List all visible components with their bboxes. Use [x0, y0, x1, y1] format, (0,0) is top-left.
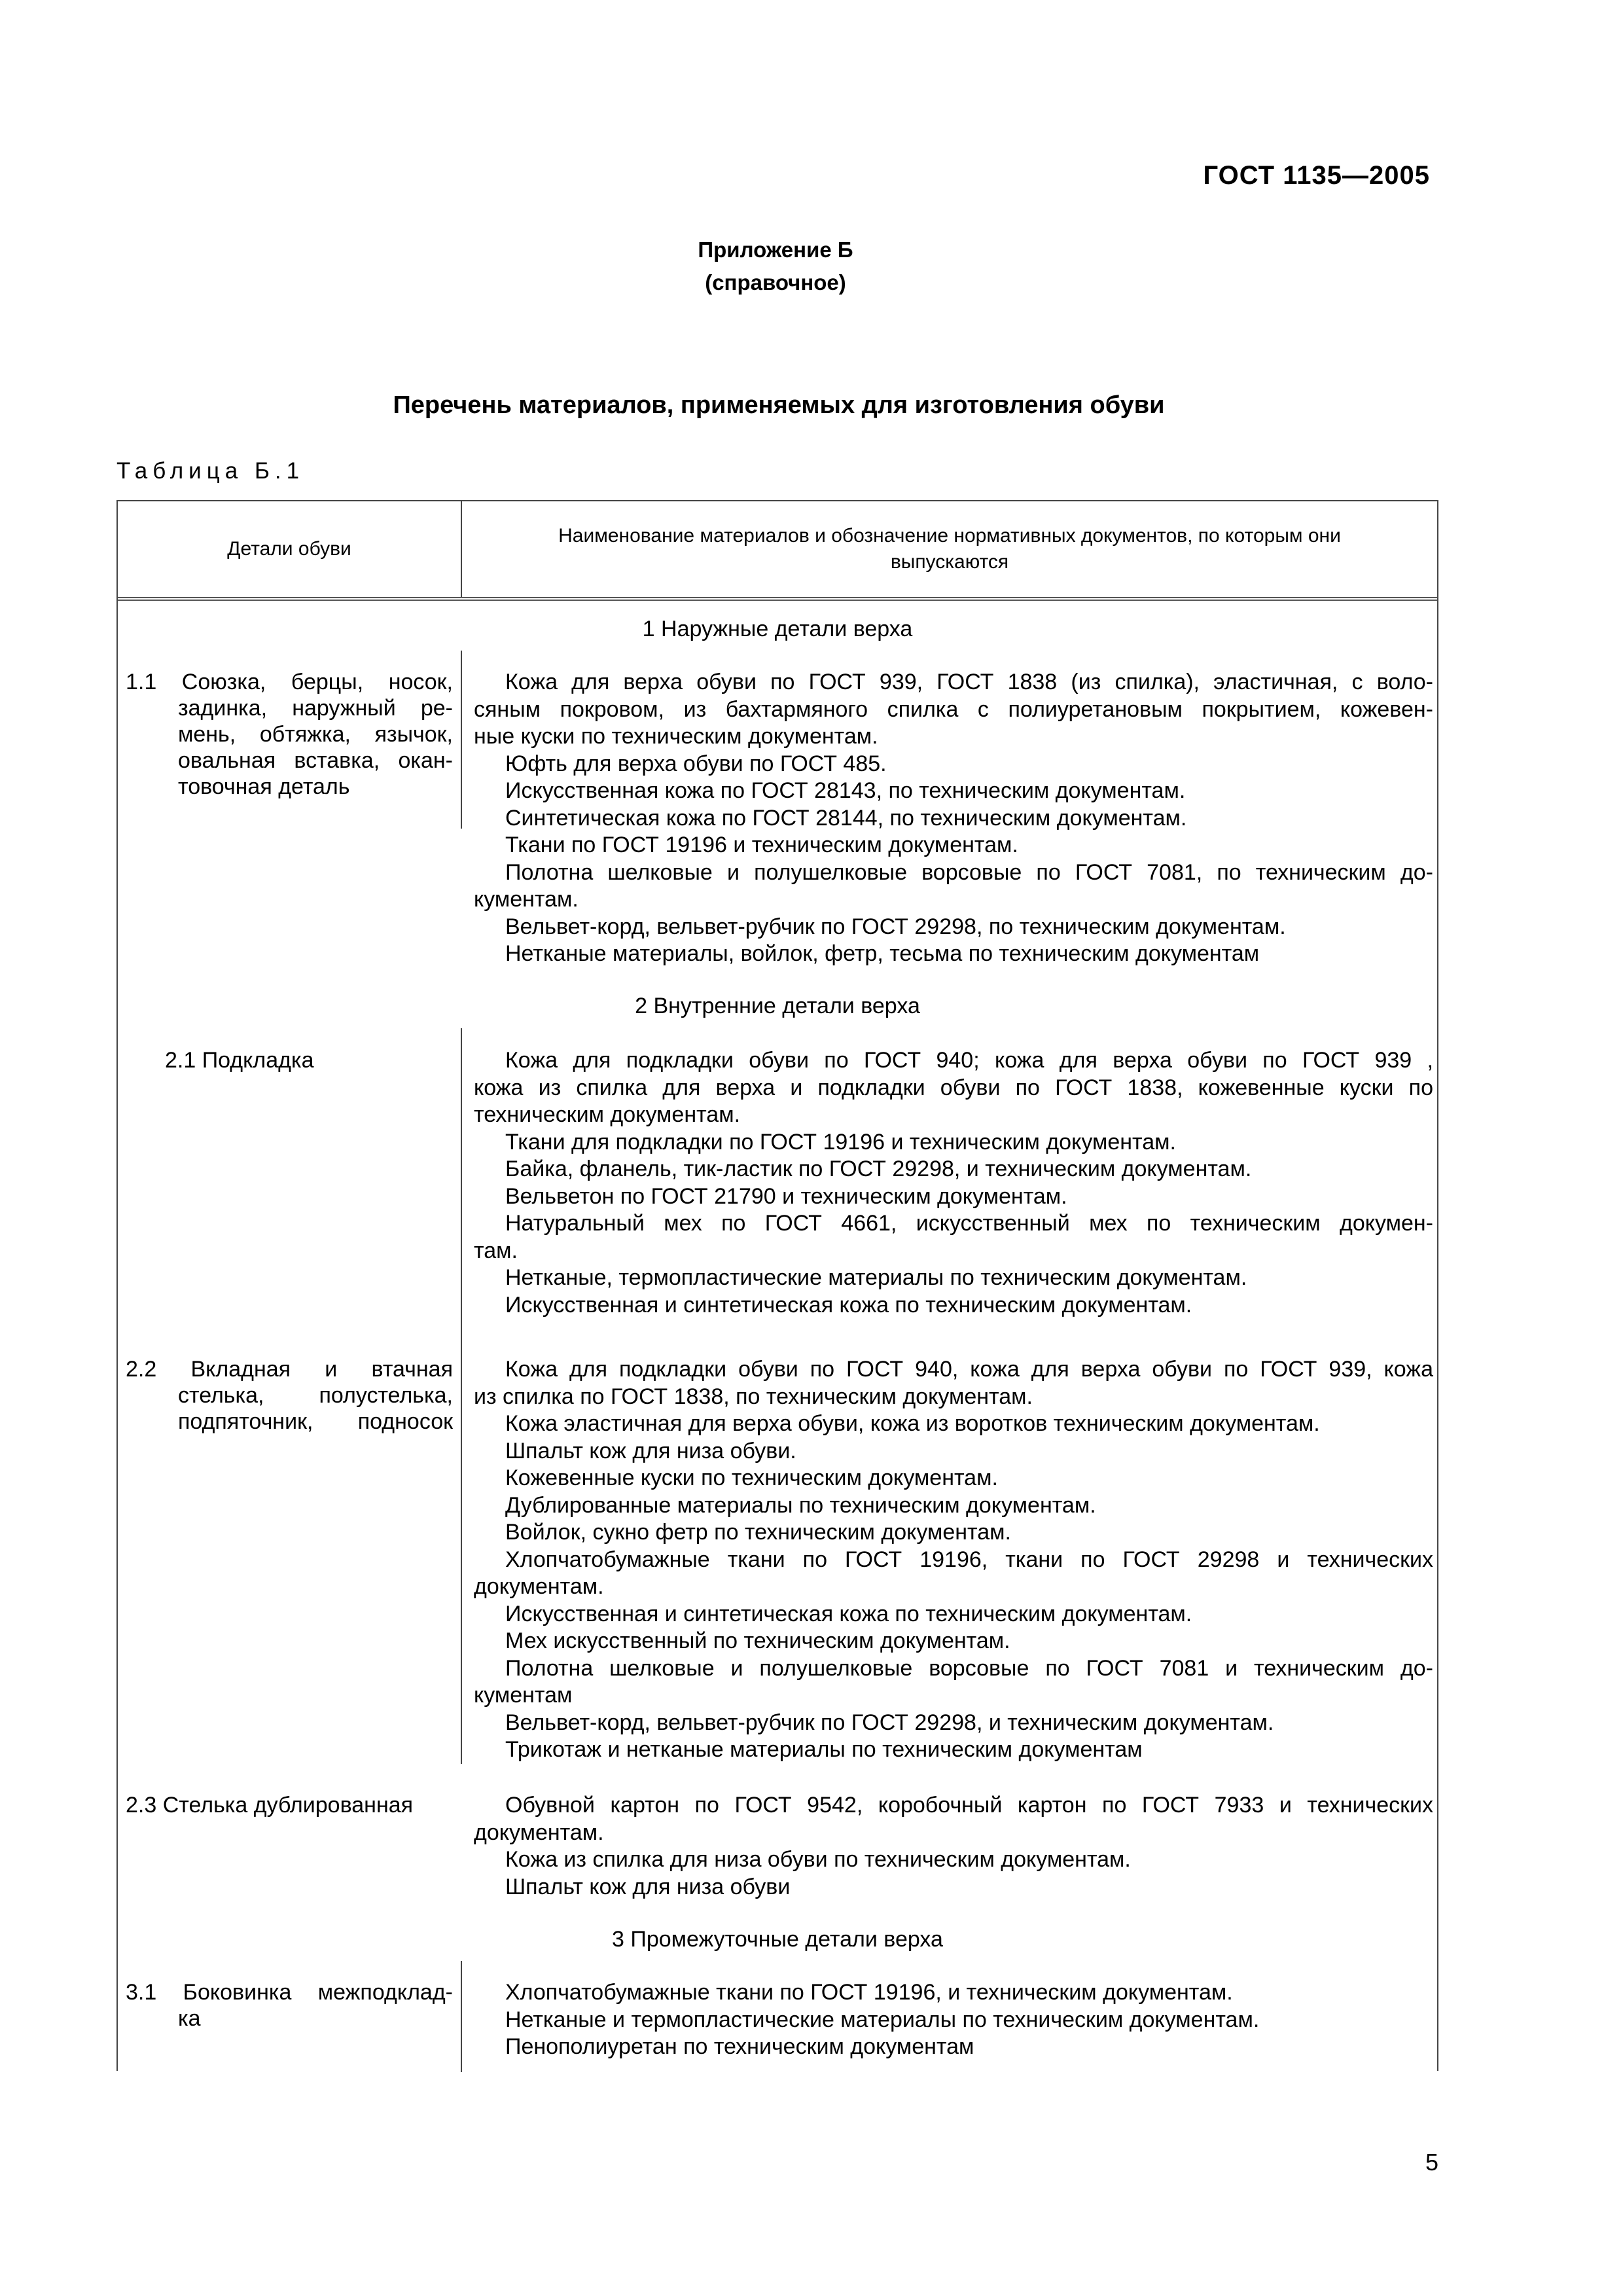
material-line: Хлопчатобумажные ткани по ГОСТ 19196, и техническим документам. [505, 1980, 1233, 2005]
column-divider [461, 1028, 462, 1764]
material-line: Нетканые и термопластические материалы по техническим документам. [505, 2007, 1260, 2032]
part-line: 3.1 Боковинка межподклад- [126, 1980, 453, 2005]
material-line: Натуральный мех по ГОСТ 4661, искусственный мех по техническим докумен- [505, 1211, 1433, 1236]
appendix-subtitle: (справочное) [705, 270, 846, 295]
material-line: Трикотаж и нетканые материалы по техническим документам [505, 1737, 1143, 1762]
column-header-parts: Детали обуви [118, 501, 462, 597]
part-cell [126, 1979, 453, 2032]
section-heading: 1 Наружные детали верха [642, 617, 913, 641]
material-line: документам. [474, 1574, 604, 1599]
column-header-materials: Наименование материалов и обозначение нормативных документов, по которым они выпускаются [558, 525, 1341, 573]
material-line: Вельвет-корд, вельвет-рубчик по ГОСТ 29298, и техническим документам. [505, 1710, 1274, 1735]
materials-cell [474, 1792, 1433, 1901]
material-line: Искусственная и синтетическая кожа по техническим документам. [505, 1601, 1192, 1626]
material-line: сяным покровом, из бахтармяного спилка с полиуретановым покрытием, кожевен- [474, 696, 1433, 722]
material-line: Искусственная и синтетическая кожа по техническим документам. [505, 1292, 1192, 1318]
part-line: ка [178, 2006, 201, 2031]
part-line: 1.1 Союзка, берцы, носок, [126, 670, 453, 694]
material-line: Кожа из спилка для низа обуви по техническим документам. [505, 1847, 1131, 1872]
material-line: Синтетическая кожа по ГОСТ 28144, по техническим документам. [505, 805, 1187, 831]
material-line: там. [474, 1238, 518, 1263]
material-line: Шпальт кож для низа обуви. [505, 1438, 796, 1463]
material-line: Обувной картон по ГОСТ 9542, коробочный картон по ГОСТ 7933 и технических [505, 1793, 1433, 1818]
material-line: Кожа для подкладки обуви по ГОСТ 940, кожа для верха обуви по ГОСТ 939, кожа [505, 1357, 1433, 1382]
material-line: кументам. [474, 887, 579, 912]
material-line: Нетканые материалы, войлок, фетр, тесьма по техническим документам [505, 941, 1260, 966]
material-line: Кожевенные куски по техническим документам. [505, 1465, 998, 1490]
material-line: Искусственная кожа по ГОСТ 28143, по техническим документам. [505, 778, 1186, 803]
page-number: 5 [1425, 2149, 1438, 2176]
section-heading: 3 Промежуточные детали верха [612, 1927, 943, 1952]
material-line: Вельветон по ГОСТ 21790 и техническим документам. [505, 1183, 1067, 1209]
part-line: товочная деталь [178, 774, 350, 799]
material-line: Вельвет-корд, вельвет-рубчик по ГОСТ 29298, по техническим документам. [505, 914, 1286, 939]
part-line: стелька, полустелька, [178, 1383, 453, 1408]
table-header [118, 501, 1437, 601]
appendix-title: Приложение Б [698, 238, 853, 262]
material-line: Ткани для подкладки по ГОСТ 19196 и техническим документам. [505, 1129, 1176, 1155]
column-divider [461, 1961, 462, 2072]
part-cell [126, 1792, 453, 1818]
material-line: ные куски по техническим документам. [474, 724, 878, 749]
material-line: Нетканые, термопластические материалы по техническим документам. [505, 1265, 1247, 1290]
document-code: ГОСТ 1135—2005 [1203, 161, 1430, 190]
column-divider [461, 651, 462, 829]
materials-cell [474, 1979, 1433, 2061]
appendix-heading [0, 234, 1551, 299]
material-line: Ткани по ГОСТ 19196 и техническим документам. [505, 833, 1018, 857]
part-line: овальная вставка, окан- [178, 748, 453, 773]
table-label: Таблица Б.1 [116, 458, 305, 484]
material-line: Мех искусственный по техническим документам. [505, 1628, 1010, 1653]
material-line: кументам [474, 1683, 573, 1708]
material-line: Юфть для верха обуви по ГОСТ 485. [505, 751, 887, 776]
part-line: 2.1 Подкладка [165, 1048, 314, 1073]
material-line: Кожа эластичная для верха обуви, кожа из воротков техническим документам. [505, 1411, 1320, 1436]
material-line: Кожа для верха обуви по ГОСТ 939, ГОСТ 1838 (из спилка), эластичная, с воло- [505, 670, 1433, 694]
part-cell [126, 669, 453, 800]
material-line: Войлок, сукно фетр по техническим документам. [505, 1520, 1011, 1545]
part-line: задинка, наружный ре- [178, 696, 453, 721]
material-line: Шпальт кож для низа обуви [505, 1874, 791, 1899]
material-line: Байка, фланель, тик-ластик по ГОСТ 29298, и техническим документам. [505, 1157, 1252, 1181]
part-line: мень, обтяжка, язычок, [178, 722, 453, 747]
material-line: Пенополиуретан по техническим документам [505, 2034, 974, 2059]
materials-cell [474, 669, 1433, 968]
materials-cell [474, 1047, 1433, 1319]
material-line: документам. [474, 1820, 604, 1845]
material-line: Хлопчатобумажные ткани по ГОСТ 19196, ткани по ГОСТ 29298 и технических [505, 1547, 1433, 1572]
materials-table [116, 500, 1438, 2071]
material-line: кожа из спилка для верха и подкладки обуви по ГОСТ 1838, кожевенные куски по [474, 1075, 1433, 1100]
part-cell [126, 1047, 453, 1073]
part-line: 2.3 Стелька дублированная [126, 1793, 414, 1818]
material-line: из спилка по ГОСТ 1838, по техническим документам. [474, 1384, 1033, 1409]
material-line: Полотна шелковые и полушелковые ворсовые по ГОСТ 7081, по техническим до- [505, 859, 1433, 885]
material-line: Полотна шелковые и полушелковые ворсовые по ГОСТ 7081 и техническим до- [505, 1655, 1433, 1681]
material-line: Дублированные материалы по техническим документам. [505, 1492, 1096, 1518]
part-line: подпяточник, подносок [178, 1409, 453, 1434]
section-heading: 2 Внутренние детали верха [635, 994, 920, 1018]
part-cell [126, 1356, 453, 1435]
part-line: 2.2 Вкладная и втачная [126, 1357, 453, 1382]
material-line: техническим документам. [474, 1102, 741, 1127]
document-title: Перечень материалов, применяемых для изготовления обуви [393, 391, 1165, 419]
material-line: Кожа для подкладки обуви по ГОСТ 940; кожа для верха обуви по ГОСТ 939 , [505, 1048, 1433, 1073]
materials-cell [474, 1356, 1433, 1764]
